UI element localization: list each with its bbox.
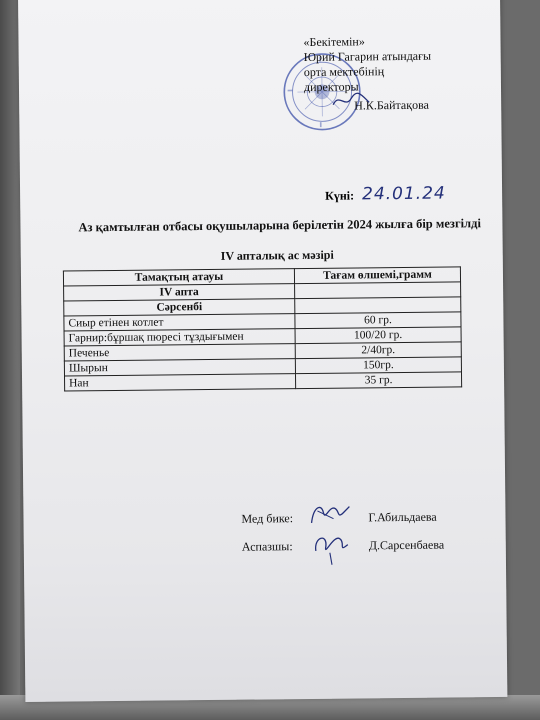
cook-role-label: Аспазшы: [241, 539, 293, 554]
dish-amount: 100/20 гр. [295, 327, 461, 344]
dish-name: Нан [65, 374, 296, 391]
approval-school-line: Юрий Гагарин атындағы [303, 48, 432, 65]
document-page [18, 0, 507, 702]
document-title: Аз қамтылған отбасы оқушыларына берілетін 2024 жылға бір мезгілді [78, 216, 481, 235]
table-row [65, 372, 462, 391]
empty-cell [295, 282, 461, 299]
date-label: Күні: [325, 188, 355, 203]
dish-name: Печенье [64, 344, 295, 361]
date-value-handwritten: 24.01.24 [361, 183, 446, 205]
director-signature [331, 90, 371, 110]
approval-school-line: орта мектебінің [303, 64, 385, 80]
header-dish-name: Тамақтың атауы [63, 269, 294, 286]
dish-amount: 2/40гр. [295, 342, 461, 359]
header-portion-size: Тағам өлшемі,грамм [294, 267, 460, 284]
document-subtitle: IV апталық ас мәзірі [220, 247, 334, 263]
week-label: IV апта [64, 284, 295, 301]
dish-name: Шырын [64, 359, 295, 376]
approval-heading: «Бекітемін» [303, 34, 365, 50]
nurse-role-label: Мед бике: [241, 511, 294, 526]
approval-director-name: Н.К.Байтақова [354, 97, 429, 113]
cook-name: Д.Сарсенбаева [368, 537, 445, 553]
menu-table [63, 266, 462, 391]
cook-signature [310, 522, 356, 566]
date-row [325, 184, 446, 205]
dish-name: Гарнир:бұршақ пюресі тұздығымен [64, 329, 295, 346]
background-surface-left [0, 0, 20, 720]
approval-position: директоры [303, 79, 359, 95]
nurse-name: Г.Абильдаева [368, 509, 437, 525]
day-label: Сәрсенбі [64, 299, 295, 316]
empty-cell [295, 297, 461, 314]
dish-name: Сиыр етінен котлет [64, 314, 295, 331]
dish-amount: 150гр. [295, 357, 461, 374]
dish-amount: 60 гр. [295, 312, 461, 329]
dish-amount: 35 гр. [295, 372, 461, 389]
